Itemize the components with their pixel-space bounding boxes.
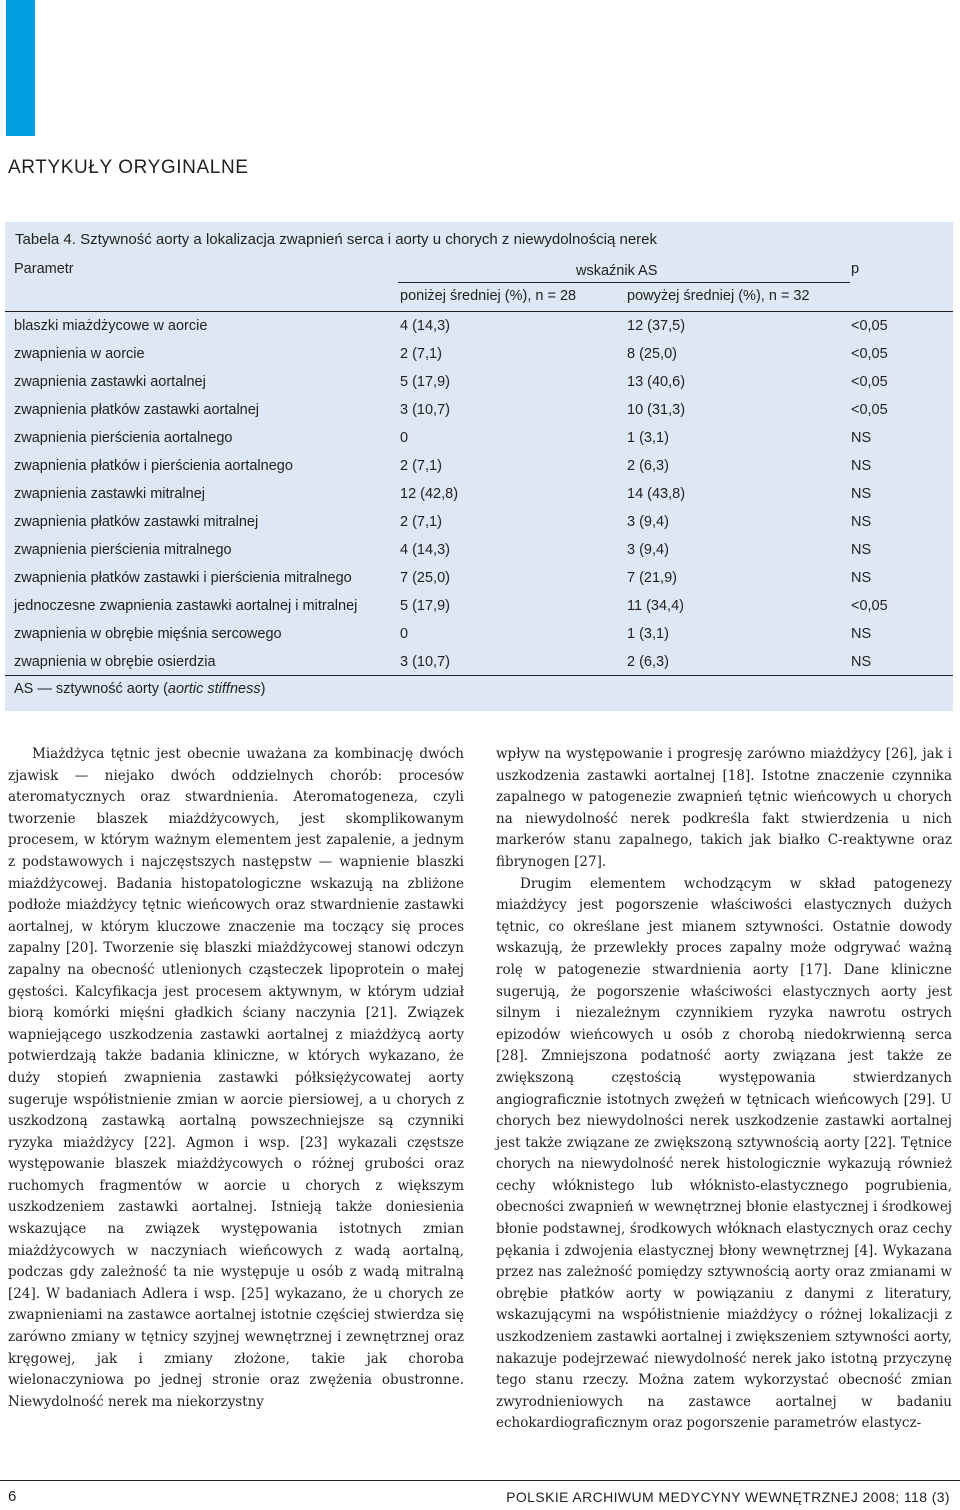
table-caption	[15, 231, 657, 248]
row-below-value: 2 (7,1)	[400, 458, 442, 474]
row-label: zwapnienia płatków i pierścienia aortalnego	[14, 458, 293, 474]
row-p-value: NS	[851, 542, 872, 558]
row-label: zwapnienia pierścienia mitralnego	[14, 542, 232, 558]
row-below-value: 5 (17,9)	[400, 598, 450, 614]
row-above-value: 13 (40,6)	[627, 374, 686, 390]
row-below-value: 4 (14,3)	[400, 318, 450, 334]
row-p-value: NS	[851, 430, 872, 446]
row-above-value: 14 (43,8)	[627, 486, 686, 502]
row-above-value: 3 (9,4)	[627, 514, 669, 530]
row-above-value: 7 (21,9)	[627, 570, 677, 586]
table-footnote	[14, 681, 265, 697]
row-label: zwapnienia zastawki mitralnej	[14, 486, 205, 502]
row-p-value: <0,05	[851, 374, 888, 390]
body-paragraph: wpływ na występowanie i progresję zarówno miażdżycy [26], jak i uszkodzenia zastawki aortalnej [18]. Istotne znaczenie czynnika zapalnego w patogenezie zwapnień tętnic wieńcowych u chorych na niewydolność nerek podkreśla fakt stwierdzenia u nich markerów stanu zapalnego, takich jak białko C-reaktywne oraz fibrynogen [27].	[496, 746, 952, 870]
row-p-value: <0,05	[851, 318, 888, 334]
row-below-value: 7 (25,0)	[400, 570, 450, 586]
row-label: jednoczesne zwapnienia zastawki aortalnej i mitralnej	[14, 598, 358, 614]
row-below-value: 2 (7,1)	[400, 346, 442, 362]
row-label: zwapnienia w aorcie	[14, 346, 145, 362]
header-rule	[5, 311, 953, 312]
row-p-value: NS	[851, 514, 872, 530]
body-column-left	[8, 744, 464, 1413]
group-rule	[398, 282, 850, 283]
row-p-value: NS	[851, 654, 872, 670]
row-above-value: 12 (37,5)	[627, 318, 686, 334]
row-p-value: <0,05	[851, 402, 888, 418]
row-above-value: 3 (9,4)	[627, 542, 669, 558]
col-header-p: p	[851, 261, 860, 277]
row-below-value: 3 (10,7)	[400, 402, 450, 418]
row-p-value: <0,05	[851, 598, 888, 614]
row-p-value: NS	[851, 626, 872, 642]
body-column-right	[496, 744, 952, 1435]
footnote-suffix: )	[260, 681, 266, 697]
row-label: zwapnienia płatków zastawki i pierścienia mitralnego	[14, 570, 352, 586]
row-p-value: NS	[851, 486, 872, 502]
row-below-value: 5 (17,9)	[400, 374, 450, 390]
row-below-value: 3 (10,7)	[400, 654, 450, 670]
row-below-value: 12 (42,8)	[400, 486, 459, 502]
row-p-value: NS	[851, 570, 872, 586]
accent-bar	[6, 0, 35, 136]
page-number: 6	[8, 1488, 17, 1505]
col-header-group: wskaźnik AS	[576, 263, 658, 279]
row-label: zwapnienia w obrębie mięśnia sercowego	[14, 626, 282, 642]
body-paragraph: Drugim elementem wchodzącym w skład patogenezy miażdżycy jest pogorszenie właściwości elastycznych dużych tętnic, co określane jest mianem sztywności. Ostatnie dowody wskazują, że przewlekły proces zapalny może odgrywać ważną rolę w patogenezie stwardnienia aorty [17]. Dane kliniczne sugerują, że pogorszenie właściwości elastycznych aorty jest silnym i niezależnym czynnikiem ryzyka nawrotu ostrych epizodów wieńcowych u osób z chorobą niedokrwienną serca [28]. Zmniejszona podatność aorty związana jest także ze zwiększoną częstością występowania stwierdzanych angiograficznie istotnych zwężeń w tętnicach wieńcowych [29]. U chorych bez niewydolności nerek uszkodzenie zastawki aortalnej jest także związane ze zwiększoną sztywnością aorty [22]. Tętnice chorych na niewydolność nerek histologicznie wykazują również cechy włóknistego lub włóknisto-elastycznego pogrubienia, obecności zwapnień w wewnętrznej błonie elastycznej i środkowej błonie podstawnej, środkowych włóknach elastycznych oraz cechy pękania i zdwojenia elastycznej błony wewnętrznej [4]. Wykazana przez nas zależność pomiędzy sztywnością aorty oraz zmianami w obrębie płatków aorty w powiązaniu z danymi z literatury, wskazującymi na współistnienie miażdżycy o różnej lokalizacji z uszkodzeniem zastawki aortalnej i zwiększeniem sztywności aorty, nakazuje podejrzewać niewydolność nerek jako istotną przyczynę tego stanu rzeczy. Można zatem wykorzystać obecność zmian zwyrodnieniowych na zastawce aortalnej w badaniu echokardiograficznym oraz pogorszenie parametrów elastycz-	[496, 875, 952, 1432]
row-label: blaszki miażdżycowe w aorcie	[14, 318, 208, 334]
row-label: zwapnienia płatków zastawki mitralnej	[14, 514, 259, 530]
footnote-prefix: AS — sztywność aorty (	[14, 681, 168, 697]
col-header-parameter: Parametr	[14, 261, 74, 277]
table-caption-text: Sztywność aorty a lokalizacja zwapnień serca i aorty u chorych z niewydolnością nerek	[80, 231, 657, 248]
section-title: ARTYKUŁY ORYGINALNE	[8, 157, 249, 178]
journal-name: POLSKIE ARCHIWUM MEDYCYNY WEWNĘTRZNEJ 2008; 118 (3)	[506, 1489, 950, 1505]
row-label: zwapnienia pierścienia aortalnego	[14, 430, 233, 446]
row-below-value: 4 (14,3)	[400, 542, 450, 558]
row-above-value: 2 (6,3)	[627, 654, 669, 670]
row-above-value: 1 (3,1)	[627, 430, 669, 446]
row-above-value: 11 (34,4)	[627, 598, 684, 614]
footnote-italic: aortic stiffness	[167, 681, 261, 697]
body-paragraph: Miażdżyca tętnic jest obecnie uważana za kombinację dwóch zjawisk — niejako dwóch oddzielnych chorób: procesów ateromatycznych oraz stwardnienia. Ateromatogeneza, czyli tworzenie blaszek miażdżycowych, jest skomplikowanym procesem, w którym ważnym elementem jest zapalenie, a jednym z podstawowych i najczęstszych następstw — wapnienie blaszki miażdżycowej. Badania histopatologiczne wskazują na zbliżone podłoże miażdżycy tętnic wieńcowych oraz stwardnienie zastawki aortalnej, w którym kluczowe znaczenie ma toczący się proces zapalny [20]. Tworzenie się blaszki miażdżycowej stanowi odczyn zapalny na obecność utlenionych cząsteczek lipoprotein o małej gęstości. Kalcyfikacja jest procesem aktywnym, w którym udział biorą komórki mięśni gładkich ściany naczynia [21]. Związek wapniejącego uszkodzenia zastawki aortalnej z miażdżycą aorty potwierdzają także badania kliniczne, w których wykazano, że duży stopień zwapnienia zastawki półksiężycowatej aorty sugeruje współistnienie zmian w aorcie piersiowej, a u chorych z uszkodzoną zastawką aortalną powszechniejsze są czynniki ryzyka miażdżycy [22]. Agmon i wsp. [23] wykazali częstsze występowanie blaszek miażdżycowych o różnej grubości oraz ruchomych fragmentów w aorcie u chorych z większym uszkodzeniem zastawki aortalnej. Istnieją także doniesienia wskazujące na związek występowania istotnych zmian miażdżycowych w naczyniach wieńcowych z wadą aortalną, podczas gdy zależność ta nie występuje u osób z wadą mitralną [24]. W badaniach Adlera i wsp. [25] wykazano, że u chorych ze zwapnieniami na zastawce aortalnej istotnie częściej stwierdza się zarówno zmiany w tętnicy szyjnej wewnętrznej i zewnętrznej oraz kręgowej, jak i zmiany złożone, takie jak choroba wielonaczyniowa po jednej stronie oraz zwężenia obustronne. Niewydolność nerek ma niekorzystny	[8, 746, 464, 1410]
row-label: zwapnienia w obrębie osierdzia	[14, 654, 216, 670]
row-p-value: <0,05	[851, 346, 888, 362]
row-above-value: 1 (3,1)	[627, 626, 669, 642]
footer-rule	[0, 1480, 960, 1481]
table-caption-label: Tabela 4.	[15, 231, 76, 248]
row-p-value: NS	[851, 458, 872, 474]
row-above-value: 10 (31,3)	[627, 402, 686, 418]
row-above-value: 2 (6,3)	[627, 458, 669, 474]
col-header-above: powyżej średniej (%), n = 32	[627, 288, 810, 304]
row-label: zwapnienia płatków zastawki aortalnej	[14, 402, 260, 418]
bottom-rule	[5, 675, 953, 676]
row-above-value: 8 (25,0)	[627, 346, 677, 362]
row-below-value: 0	[400, 626, 409, 642]
row-label: zwapnienia zastawki aortalnej	[14, 374, 206, 390]
row-below-value: 0	[400, 430, 409, 446]
col-header-below: poniżej średniej (%), n = 28	[400, 288, 577, 304]
row-below-value: 2 (7,1)	[400, 514, 442, 530]
table-panel	[5, 222, 953, 711]
